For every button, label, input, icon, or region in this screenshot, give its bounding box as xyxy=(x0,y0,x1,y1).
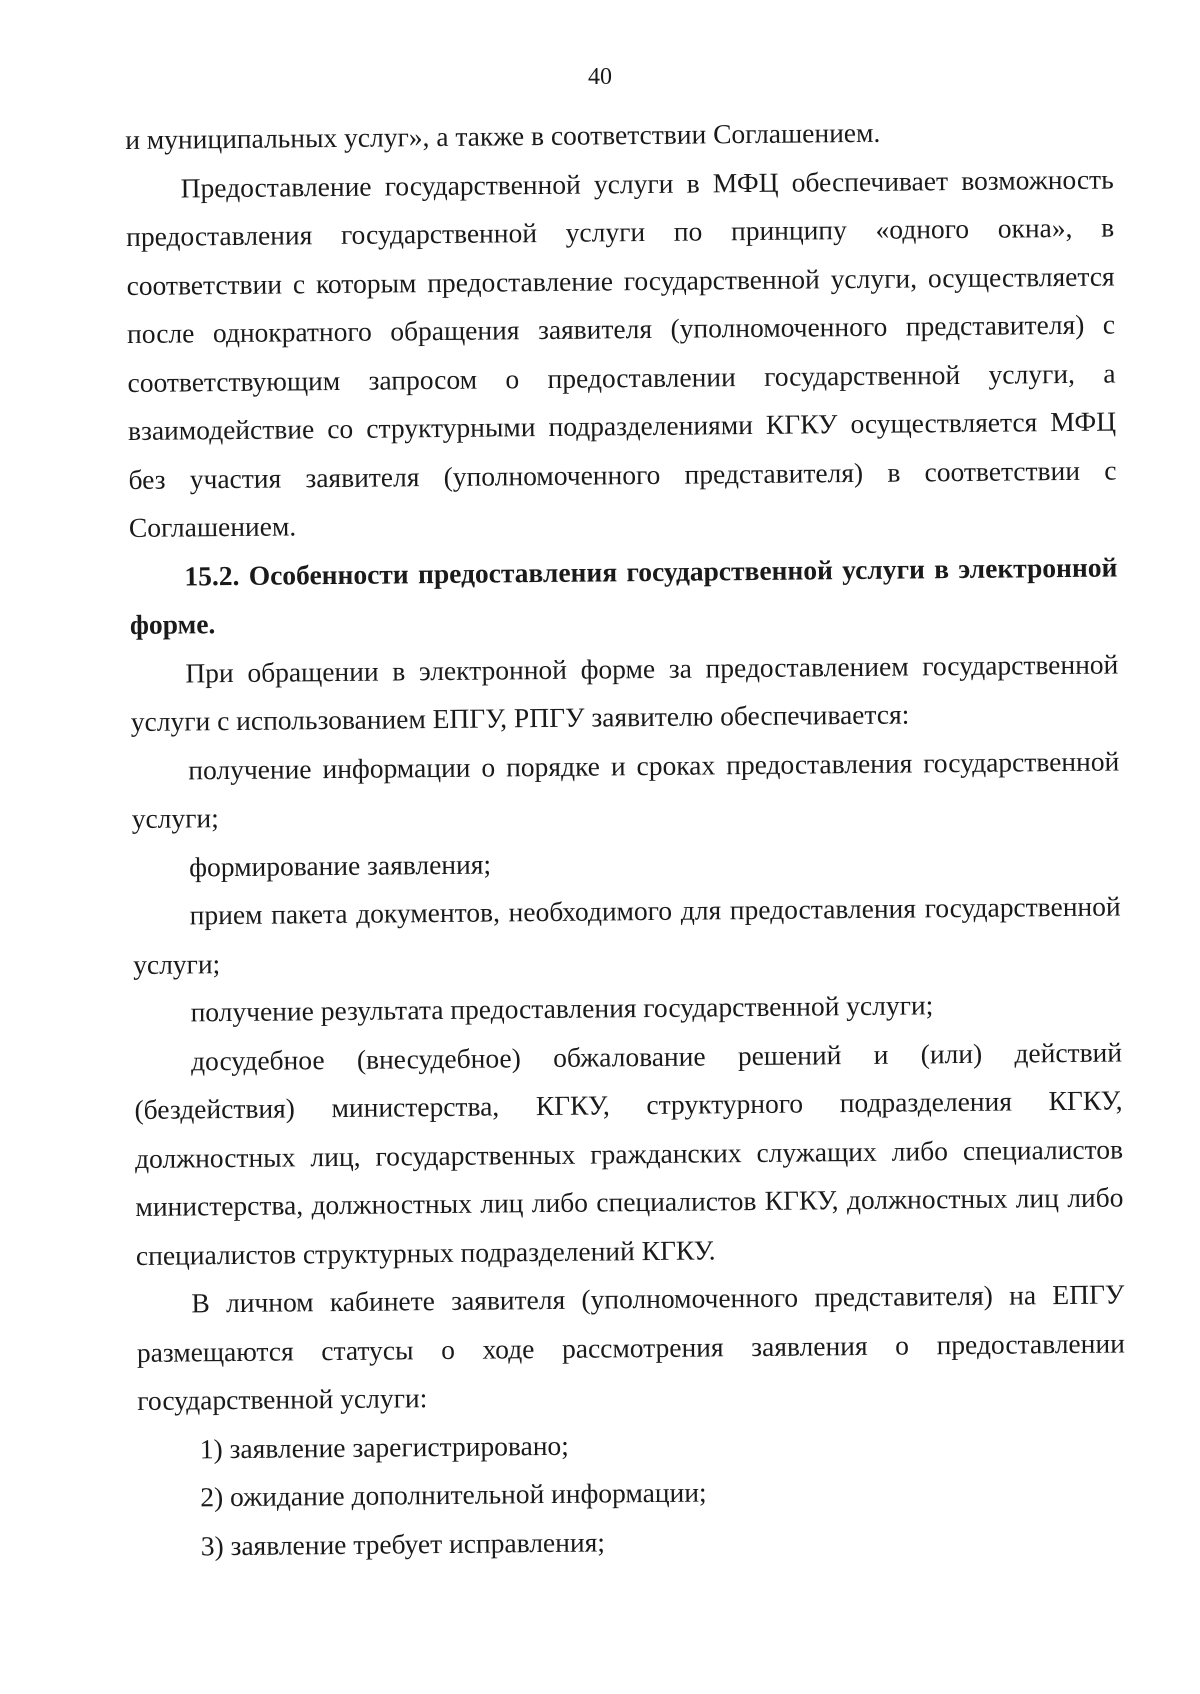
list-item: досудебное (внесудебное) обжалование решений и (или) действий (бездействия) министерства, КГКУ, структурного подразделения КГКУ, должностных лиц, государственных гражданских служащих либо специалистов министерства, должностных лиц либо специалистов КГКУ, должностных лиц либо специалистов структурных подразделений КГКУ. xyxy=(134,1035,1124,1271)
list-item: получение информации о порядке и сроках предоставления государственной услуги; xyxy=(131,744,1120,834)
page-number: 40 xyxy=(588,64,612,90)
numbered-item: 1) заявление зарегистрировано; xyxy=(199,1429,569,1464)
paragraph-mfc-one-window: Предоставление государственной услуги в МФЦ обеспечивает возможность предоставления государственной услуги по принципу «одного окна», в соответствии с которым предоставление государственной услуги, осуществляется после однократного обращения заявителя (уполномоченного представителя) с соответствующим запросом о предоставлении государственной услуги, а взаимодействие со структурными подразделениями КГКУ осуществляется МФЦ без участия заявителя (уполномоченного представителя) в соответствии с Соглашением. xyxy=(126,163,1117,543)
list-item: прием пакета документов, необходимого для предоставления государственной услуги; xyxy=(132,890,1121,980)
numbered-item: 3) заявление требует исправления; xyxy=(200,1525,606,1561)
section-heading-15-2: 15.2. Особенности предоставления государственной услуги в электронной форме. xyxy=(129,550,1118,640)
numbered-item: 2) ожидание дополнительной информации; xyxy=(200,1476,707,1513)
document-body xyxy=(125,107,1127,1571)
paragraph-electronic-form: При обращении в электронной форме за предоставлением государственной услуги с использованием ЕПГУ, РПГУ заявителю обеспечивается: xyxy=(130,647,1119,737)
list-item: формирование заявления; xyxy=(189,848,492,882)
list-item: получение результата предоставления государственной услуги; xyxy=(190,989,934,1028)
paragraph-continuation: и муниципальных услуг», а также в соответствии Соглашением. xyxy=(125,116,881,155)
paragraph-personal-account: В личном кабинете заявителя (уполномоченного представителя) на ЕПГУ размещаются статусы о ходе рассмотрения заявления о предоставлении государственной услуги: xyxy=(136,1278,1125,1416)
